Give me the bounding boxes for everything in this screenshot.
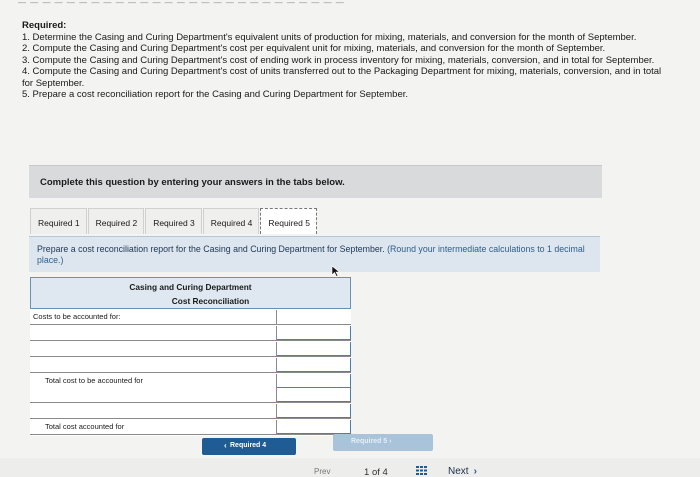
required-item: 1. Determine the Casing and Curing Department's equivalent units of production for mixing, materials, and conversion for the month of September. (22, 31, 637, 43)
row-label-input[interactable] (30, 326, 277, 340)
page-indicator: 1 of 4 (364, 467, 388, 477)
required-item: 3. Compute the Casing and Curing Department's cost of ending work in process inventory for mixing, materials, conversion, and in total for September. (22, 54, 655, 66)
mouse-cursor-icon (331, 265, 341, 277)
table-row (30, 420, 351, 435)
table-row (30, 326, 351, 341)
table-header (30, 277, 351, 309)
instruction-panel (29, 236, 600, 272)
amount-input[interactable] (277, 342, 351, 356)
next-tab-button[interactable] (333, 434, 433, 451)
table-row (30, 310, 351, 325)
next-label: Next (448, 466, 469, 477)
chevron-left-icon: ‹ (224, 441, 227, 450)
row-label-input[interactable] (30, 404, 277, 418)
accounted-for-section (30, 388, 351, 436)
instruction-hint: (Round your intermediate calculations to 1 decimal place.) (37, 244, 585, 265)
chevron-right-icon: › (473, 466, 477, 477)
cropped-text-top: — — — — — — — — — — — — — — — — — — — — — — — — — — — (18, 0, 345, 7)
required-instructions (22, 20, 662, 101)
previous-tab-label: Required 4 (230, 442, 267, 449)
table-row (30, 404, 351, 419)
table-row (30, 342, 351, 357)
report-title: Cost Reconciliation (171, 296, 250, 306)
table-row (30, 388, 351, 403)
table-row (30, 374, 351, 389)
tab-required-1[interactable]: Required 1 (30, 208, 87, 234)
next-tab-label: Required 5 (351, 438, 388, 445)
required-item: 4. Compute the Casing and Curing Department's cost of units transferred out to the Packaging Department for mixing, materials, conversion, and in total for September. (22, 66, 662, 89)
prev-link[interactable]: Prev (314, 467, 331, 476)
tab-required-2[interactable]: Required 2 (88, 208, 145, 234)
amount-input[interactable] (277, 388, 351, 402)
tab-required-5[interactable]: Required 5 (260, 208, 317, 234)
table-row (30, 358, 351, 373)
amount-input[interactable] (277, 326, 351, 340)
required-item: 2. Compute the Casing and Curing Department's cost per equivalent unit for mixing, materials, and conversion for the month of September. (22, 43, 606, 54)
requirement-tabs (30, 208, 318, 236)
row-label-input[interactable] (30, 388, 277, 402)
costs-to-account-label: Costs to be accounted for: (30, 310, 277, 324)
required-item: 5. Prepare a cost reconciliation report for the Casing and Curing Department for September. (22, 89, 409, 100)
question-footer (0, 458, 700, 477)
total-accounted-input[interactable] (277, 420, 351, 434)
row-label-input[interactable] (30, 358, 277, 372)
complete-question-banner: Complete this question by entering your answers in the tabs below. (29, 165, 602, 198)
total-accounted-label: Total cost accounted for (30, 420, 277, 434)
instruction-text: Prepare a cost reconciliation report for the Casing and Curing Department for September. (37, 244, 385, 254)
tab-required-3[interactable]: Required 3 (145, 208, 202, 234)
total-cost-to-account-label: Total cost to be accounted for (30, 374, 277, 388)
next-button[interactable] (448, 466, 477, 477)
total-amount-input[interactable] (277, 374, 351, 388)
department-title: Casing and Curing Department (129, 282, 252, 292)
amount-input[interactable] (277, 404, 351, 418)
chevron-right-icon: › (389, 438, 392, 445)
blank-cell (277, 310, 351, 324)
previous-tab-button[interactable] (202, 438, 296, 455)
row-label-input[interactable] (30, 342, 277, 356)
tab-required-4[interactable]: Required 4 (203, 208, 260, 234)
grid-icon[interactable] (416, 466, 427, 475)
amount-input[interactable] (277, 358, 351, 372)
required-heading: Required: (22, 20, 67, 31)
